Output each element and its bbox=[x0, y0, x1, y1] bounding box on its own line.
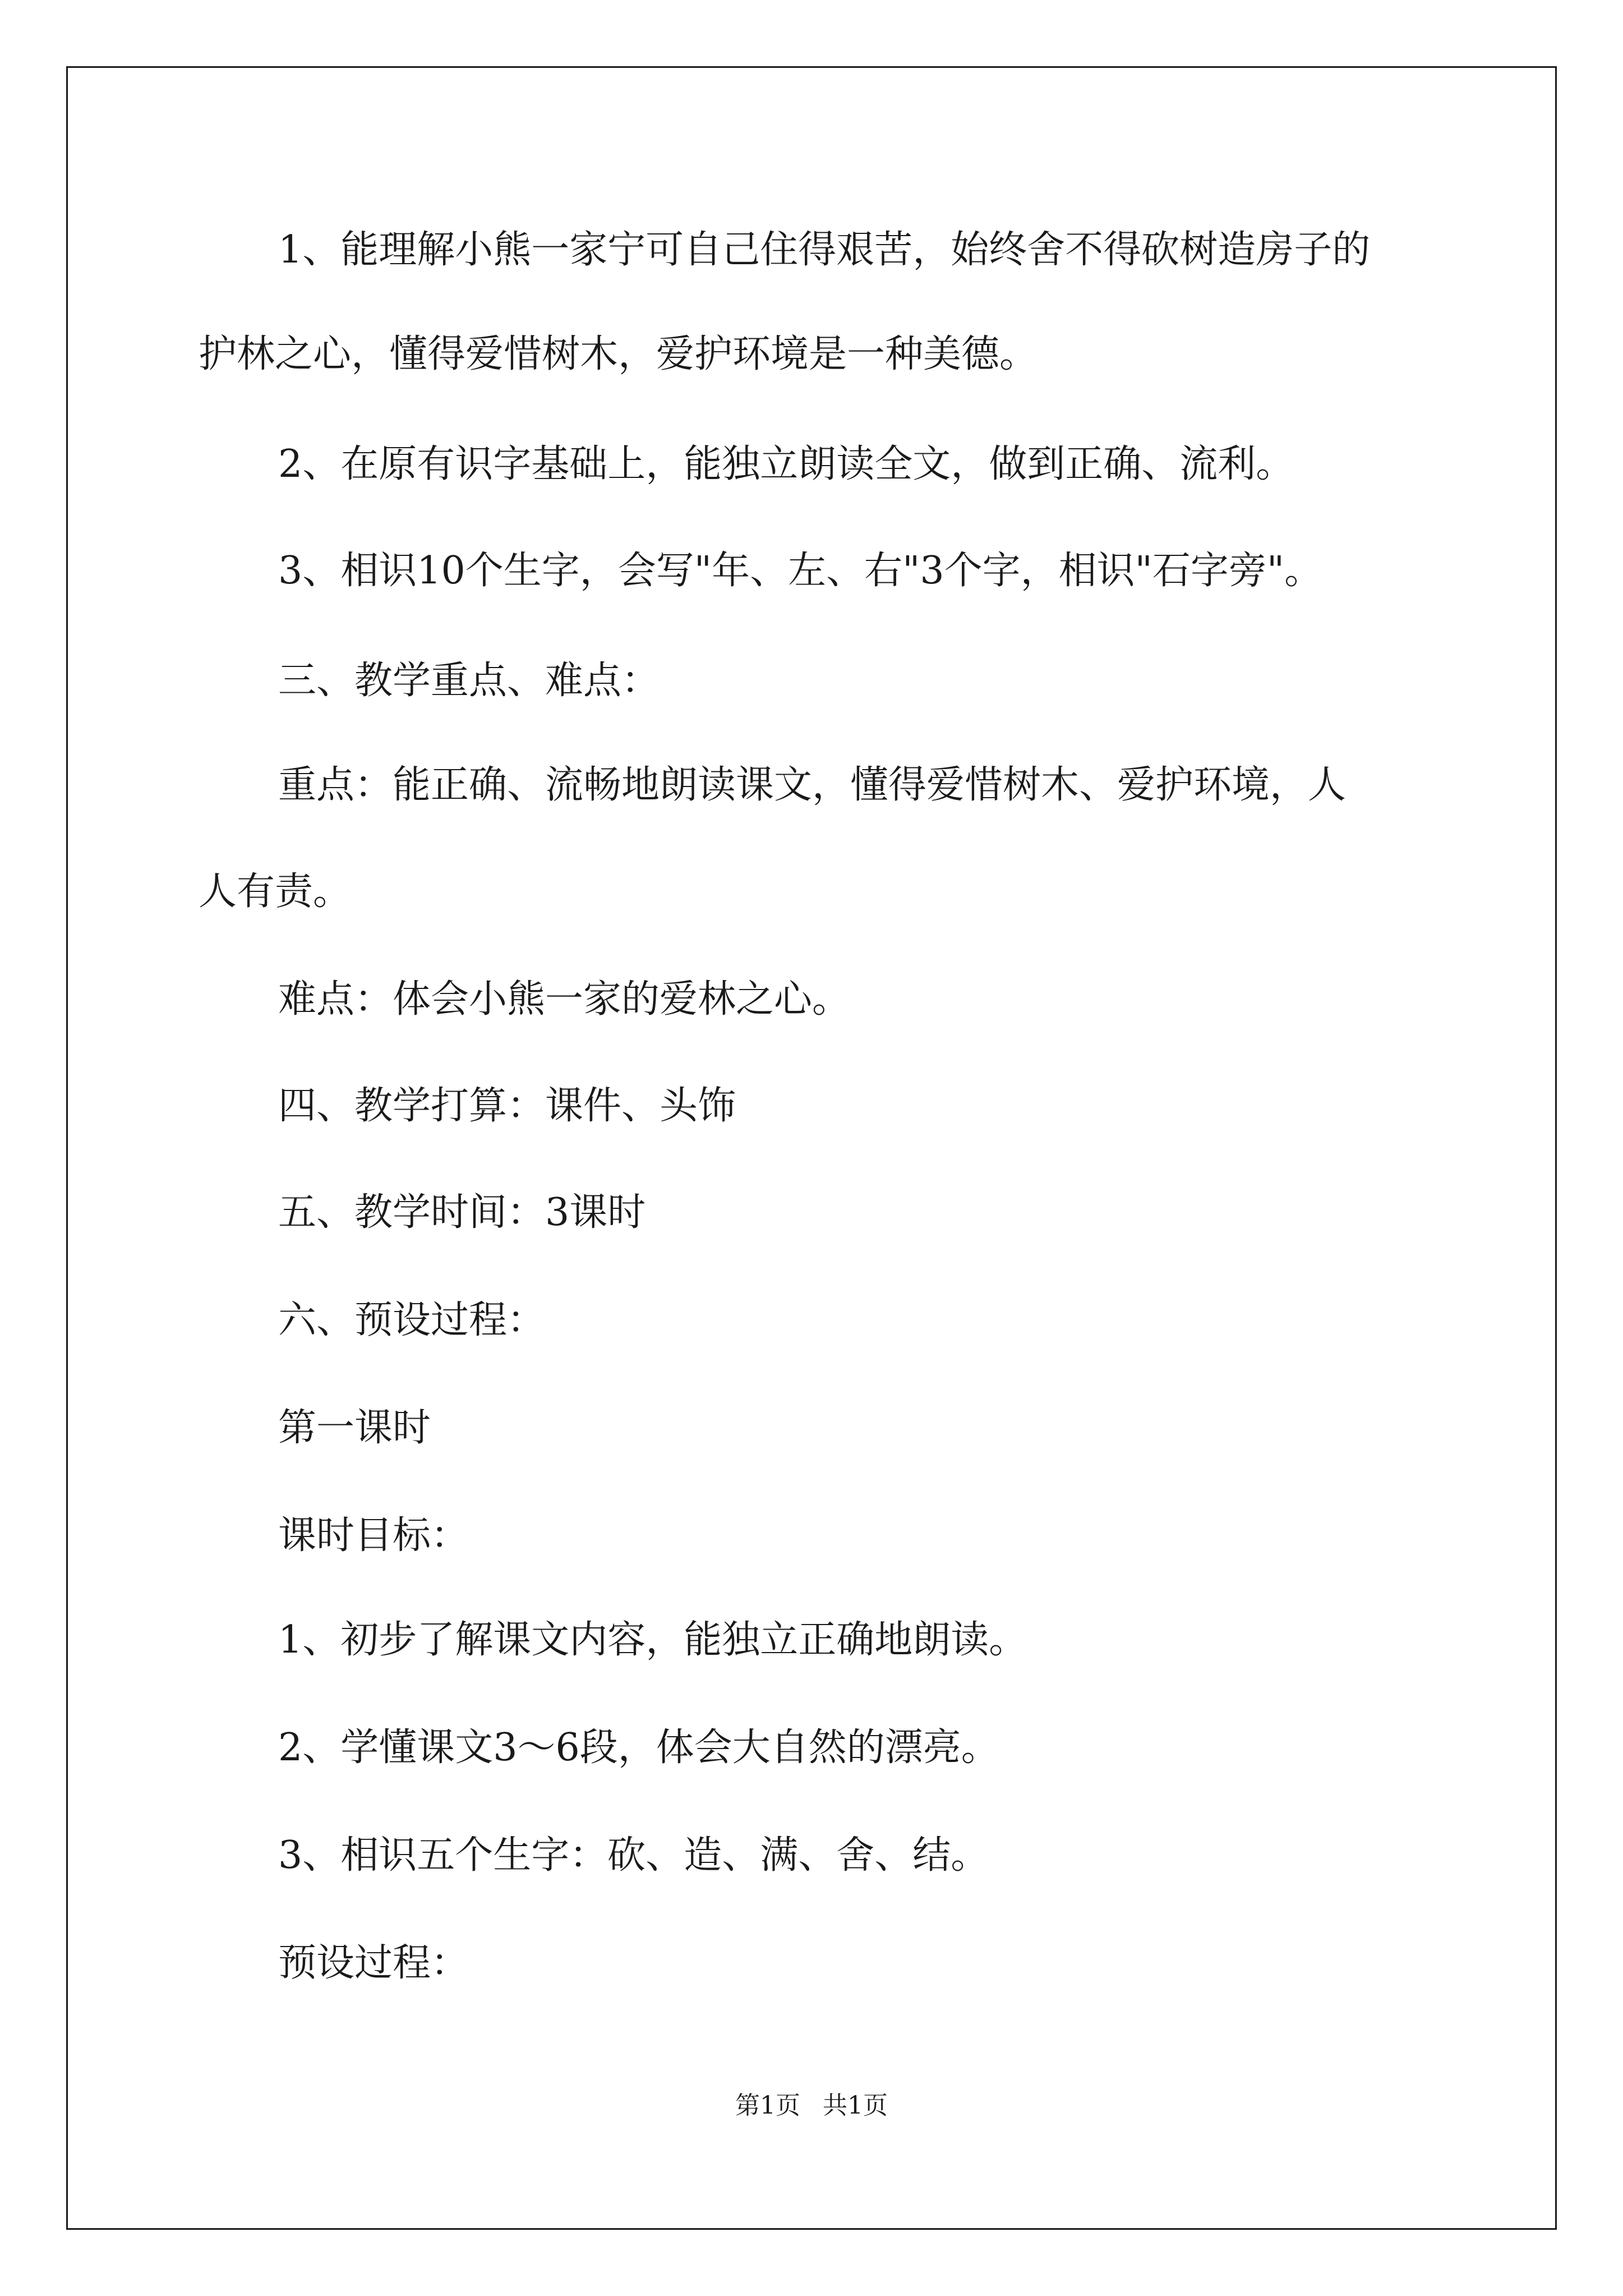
lesson-title: 第一课时 bbox=[278, 1406, 431, 1450]
objective-1-line-1: 1、能理解小熊一家宁可自己住得艰苦，始终舍不得砍树造房子的 bbox=[278, 228, 1371, 272]
page-footer bbox=[0, 2092, 1623, 2119]
section-heading-time: 五、教学时间：3课时 bbox=[278, 1190, 646, 1235]
section-heading-preparation: 四、教学打算：课件、头饰 bbox=[278, 1084, 736, 1128]
objective-1-line-2: 护林之心，懂得爱惜树木，爱护环境是一种美德。 bbox=[199, 332, 1038, 376]
lesson-goals-heading: 课时目标： bbox=[278, 1513, 469, 1558]
section-heading-process: 六、预设过程： bbox=[278, 1298, 546, 1342]
objective-3: 3、相识10个生字，会写"年、左、右"3个字，相识"石字旁"。 bbox=[278, 549, 1323, 593]
lesson-goal-3: 3、相识五个生字：砍、造、满、舍、结。 bbox=[278, 1833, 989, 1878]
key-point-line-2: 人有责。 bbox=[199, 869, 352, 914]
lesson-goal-1: 1、初步了解课文内容，能独立正确地朗读。 bbox=[278, 1618, 1027, 1662]
process-heading: 预设过程： bbox=[278, 1941, 469, 1985]
difficulty: 难点：体会小熊一家的爱林之心。 bbox=[278, 977, 851, 1022]
lesson-goal-2: 2、学懂课文3～6段，体会大自然的漂亮。 bbox=[278, 1726, 999, 1770]
objective-2: 2、在原有识字基础上，能独立朗读全文，做到正确、流利。 bbox=[278, 442, 1294, 486]
key-point-line-1: 重点：能正确、流畅地朗读课文，懂得爱惜树木、爱护环境，人 bbox=[278, 763, 1347, 807]
page-border bbox=[66, 66, 1557, 2230]
page-total: 共1页 bbox=[823, 2091, 888, 2120]
page-number: 第1页 bbox=[735, 2091, 800, 2120]
section-heading-key-points: 三、教学重点、难点： bbox=[278, 659, 660, 703]
